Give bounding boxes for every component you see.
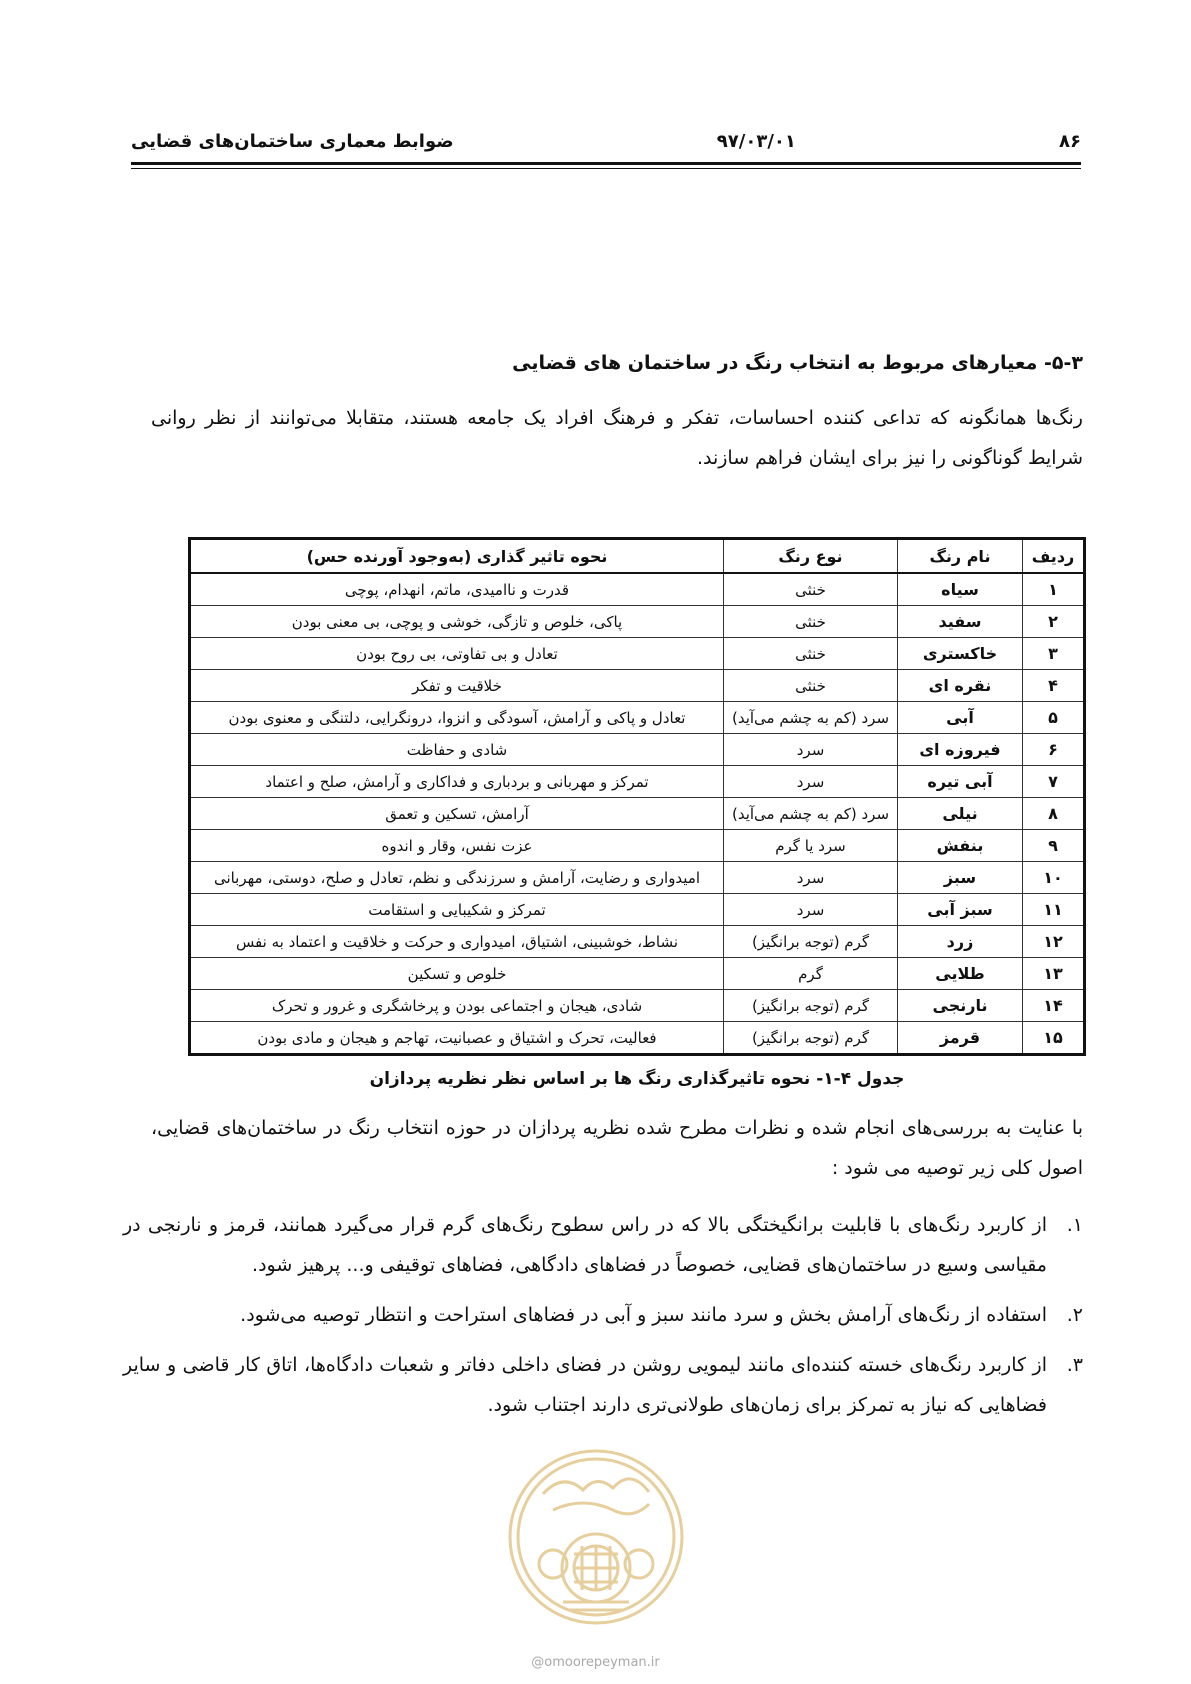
cell-effect: تعادل و پاکی و آرامش، آسودگی و انزوا، درونگرایی، دلتنگی و معنوی بودن (190, 702, 724, 734)
table-row (190, 798, 1085, 830)
cell-effect: تمرکز و مهربانی و بردباری و فداکاری و آرامش، صلح و اعتماد (190, 766, 724, 798)
cell-color-type: سرد (کم به چشم می‌آید) (724, 798, 898, 830)
cell-row-number: ۱۳ (1023, 958, 1085, 990)
table-row (190, 670, 1085, 702)
list-item-text: از کاربرد رنگ‌های خسته کننده‌ای مانند لیمویی روشن در فضای داخلی دفاتر و شعبات دادگاه‌ها، اتاق کار قاضی و سایر فضاهایی که نیاز به تمرکز برای زمان‌های طولانی‌تری دارند اجتناب شود. (123, 1354, 1047, 1416)
header-color-name: نام رنگ (898, 539, 1023, 574)
cell-row-number: ۱ (1023, 573, 1085, 606)
cell-row-number: ۲ (1023, 606, 1085, 638)
cell-row-number: ۱۴ (1023, 990, 1085, 1022)
list-item-number: ۱. (1066, 1214, 1083, 1236)
table-row (190, 606, 1085, 638)
cell-color-type: خنثی (724, 670, 898, 702)
cell-effect: خلاقیت و تفکر (190, 670, 724, 702)
table-row (190, 894, 1085, 926)
cell-color-type: گرم (توجه برانگیز) (724, 1022, 898, 1055)
watermark-site: @omoorepeyman.ir (531, 1655, 660, 1670)
cell-color-type: گرم (توجه برانگیز) (724, 926, 898, 958)
cell-color-name: نیلی (898, 798, 1023, 830)
table-body (190, 573, 1085, 1055)
cell-effect: امیدواری و رضایت، آرامش و سرزندگی و نظم، تعادل و صلح، دوستی، مهربانی (190, 862, 724, 894)
cell-color-name: نارنجی (898, 990, 1023, 1022)
table-row (190, 926, 1085, 958)
list-item (123, 1295, 1083, 1335)
cell-color-name: سبز (898, 862, 1023, 894)
table-row (190, 573, 1085, 606)
cell-row-number: ۱۲ (1023, 926, 1085, 958)
seal-watermark-icon (503, 1432, 689, 1642)
page-number: ۸۶ (1059, 130, 1081, 152)
cell-effect: نشاط، خوشبینی، اشتیاق، امیدواری و حرکت و خلاقیت و اعتماد به نفس (190, 926, 724, 958)
list-item-text: از کاربرد رنگ‌های با قابلیت برانگیختگی بالا که در راس سطوح رنگ‌های گرم قرار می‌گیرد همانند، قرمز و نارنجی در مقیاسی وسیع در ساختمان‌های قضایی، خصوصاً در فضاهای دادگاهی، فضاهای توقیفی و... پرهیز شود. (123, 1214, 1047, 1276)
table-row (190, 1022, 1085, 1055)
cell-effect: تمرکز و شکیبایی و استقامت (190, 894, 724, 926)
cell-row-number: ۱۰ (1023, 862, 1085, 894)
cell-effect: عزت نفس، وقار و اندوه (190, 830, 724, 862)
cell-row-number: ۳ (1023, 638, 1085, 670)
recommendation-list (123, 1205, 1083, 1435)
cell-color-type: سرد (724, 862, 898, 894)
table-row (190, 766, 1085, 798)
table-header-row (190, 539, 1085, 574)
header-effect: نحوه تاثیر گذاری (به‌وجود آورنده حس) (190, 539, 724, 574)
intro-paragraph: رنگ‌ها همانگونه که تداعی کننده احساسات، تفکر و فرهنگ افراد یک جامعه هستند، متقابلا می‌توانند از نظر روانی شرایط گوناگونی را نیز برای ایشان فراهم سازند. (151, 407, 1083, 469)
table-row (190, 958, 1085, 990)
table-row (190, 638, 1085, 670)
cell-row-number: ۵ (1023, 702, 1085, 734)
cell-color-type: سرد (724, 766, 898, 798)
cell-color-type: گرم (توجه برانگیز) (724, 990, 898, 1022)
color-table-wrap (188, 537, 1086, 1056)
cell-effect: آرامش، تسکین و تعمق (190, 798, 724, 830)
color-effect-table (188, 537, 1086, 1056)
cell-color-name: آبی تیره (898, 766, 1023, 798)
page-header (131, 128, 1081, 154)
cell-color-name: سبز آبی (898, 894, 1023, 926)
section-title: ۵-۳- معیارهای مربوط به انتخاب رنگ در ساختمان های قضایی (512, 352, 1083, 374)
book-title: ضوابط معماری ساختمان‌های قضایی (131, 130, 454, 152)
cell-color-type: سرد یا گرم (724, 830, 898, 862)
cell-color-name: سیاه (898, 573, 1023, 606)
header-color-type: نوع رنگ (724, 539, 898, 574)
cell-color-type: سرد (کم به چشم می‌آید) (724, 702, 898, 734)
cell-color-type: خنثی (724, 638, 898, 670)
cell-color-name: نقره ای (898, 670, 1023, 702)
cell-color-name: خاکستری (898, 638, 1023, 670)
list-item (123, 1345, 1083, 1425)
header-date: ۹۷/۰۳/۰۱ (716, 130, 796, 152)
cell-row-number: ۶ (1023, 734, 1085, 766)
cell-effect: پاکی، خلوص و تازگی، خوشی و پوچی، بی معنی بودن (190, 606, 724, 638)
list-item-number: ۲. (1066, 1304, 1083, 1326)
cell-effect: شادی و حفاظت (190, 734, 724, 766)
cell-color-type: گرم (724, 958, 898, 990)
table-row (190, 702, 1085, 734)
cell-color-name: زرد (898, 926, 1023, 958)
cell-color-name: سفید (898, 606, 1023, 638)
header-row-number: ردیف (1023, 539, 1085, 574)
list-item-number: ۳. (1066, 1354, 1083, 1376)
cell-color-name: قرمز (898, 1022, 1023, 1055)
cell-row-number: ۸ (1023, 798, 1085, 830)
table-caption: جدول ۴-۱- نحوه تاثیرگذاری رنگ ها بر اساس نظر نظریه پردازان (369, 1069, 905, 1089)
list-item-text: استفاده از رنگ‌های آرامش بخش و سرد مانند سبز و آبی در فضاهای استراحت و انتظار توصیه می‌شود. (240, 1304, 1047, 1326)
table-row (190, 734, 1085, 766)
cell-effect: تعادل و بی تفاوتی، بی روح بودن (190, 638, 724, 670)
cell-effect: خلوص و تسکین (190, 958, 724, 990)
cell-color-name: طلایی (898, 958, 1023, 990)
cell-color-type: خنثی (724, 606, 898, 638)
cell-color-type: سرد (724, 734, 898, 766)
list-item (123, 1205, 1083, 1285)
cell-color-type: خنثی (724, 573, 898, 606)
cell-color-name: آبی (898, 702, 1023, 734)
cell-color-name: فیروزه ای (898, 734, 1023, 766)
table-row (190, 830, 1085, 862)
cell-color-type: سرد (724, 894, 898, 926)
cell-color-name: بنفش (898, 830, 1023, 862)
cell-effect: شادی، هیجان و اجتماعی بودن و پرخاشگری و غرور و تحرک (190, 990, 724, 1022)
cell-effect: قدرت و ناامیدی، ماتم، انهدام، پوچی (190, 573, 724, 606)
cell-effect: فعالیت، تحرک و اشتیاق و عصبانیت، تهاجم و هیجان و مادی بودن (190, 1022, 724, 1055)
header-rule-thick (131, 162, 1081, 165)
cell-row-number: ۷ (1023, 766, 1085, 798)
cell-row-number: ۴ (1023, 670, 1085, 702)
cell-row-number: ۹ (1023, 830, 1085, 862)
table-row (190, 862, 1085, 894)
recommendation-paragraph: با عنایت به بررسی‌های انجام شده و نظرات مطرح شده نظریه پردازان در حوزه انتخاب رنگ در ساختمان‌های قضایی، اصول کلی زیر توصیه می شود : (151, 1117, 1083, 1179)
table-row (190, 990, 1085, 1022)
cell-row-number: ۱۱ (1023, 894, 1085, 926)
header-rule-thin (131, 168, 1081, 169)
cell-row-number: ۱۵ (1023, 1022, 1085, 1055)
